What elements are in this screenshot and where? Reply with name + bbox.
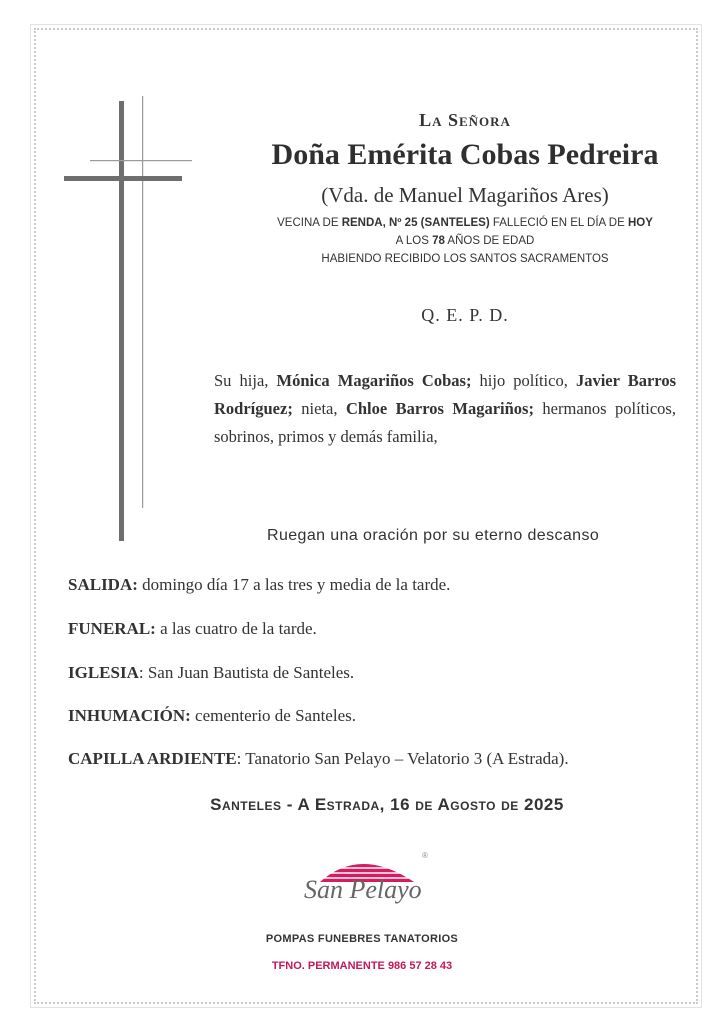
logo-text: San Pelayo <box>304 875 422 904</box>
residence-line: VECINA DE RENDA, Nº 25 (SANTELES) FALLECIÓ EN EL DÍA DE HOY <box>277 217 653 229</box>
detail-capilla: CAPILLA ARDIENTE: Tanatorio San Pelayo – Velatorio 3 (A Estrada). <box>68 749 569 768</box>
cross-icon <box>60 96 200 546</box>
widow-of: (Vda. de Manuel Magariños Ares) <box>321 183 609 207</box>
phone-number: TFNO. PERMANENTE 986 57 28 43 <box>271 960 453 972</box>
qepd: Q. E. P. D. <box>421 305 509 325</box>
detail-iglesia: IGLESIA: San Juan Bautista de Santeles. <box>68 663 355 682</box>
sacraments-line: HABIENDO RECIBIDO LOS SANTOS SACRAMENTOS <box>321 253 609 265</box>
detail-salida: SALIDA: domingo día 17 a las tres y media de la tarde. <box>68 575 451 594</box>
registered-mark: ® <box>422 851 428 860</box>
detail-inhumacion: INHUMACIÓN: cementerio de Santeles. <box>68 706 356 725</box>
place-date: Santeles - A Estrada, 16 de Agosto de 2025 <box>210 795 564 814</box>
prayer-request: Ruegan una oración por su eterno descanso <box>267 527 600 544</box>
detail-funeral: FUNERAL: a las cuatro de la tarde. <box>68 619 317 638</box>
deceased-name: Doña Emérita Cobas Pedreira <box>271 138 659 171</box>
age-line: A LOS 78 AÑOS DE EDAD <box>395 235 535 247</box>
family-paragraph: Su hija, Mónica Magariños Cobas; hijo político, Javier Barros Rodríguez; nieta, Chloe Barros Magariños; hermanos políticos, sobrinos, primos y demás familia, <box>214 371 676 446</box>
salutation: La Señora <box>419 110 511 130</box>
company-name: POMPAS FUNEBRES TANATORIOS <box>265 933 459 945</box>
san-pelayo-logo <box>298 848 438 918</box>
